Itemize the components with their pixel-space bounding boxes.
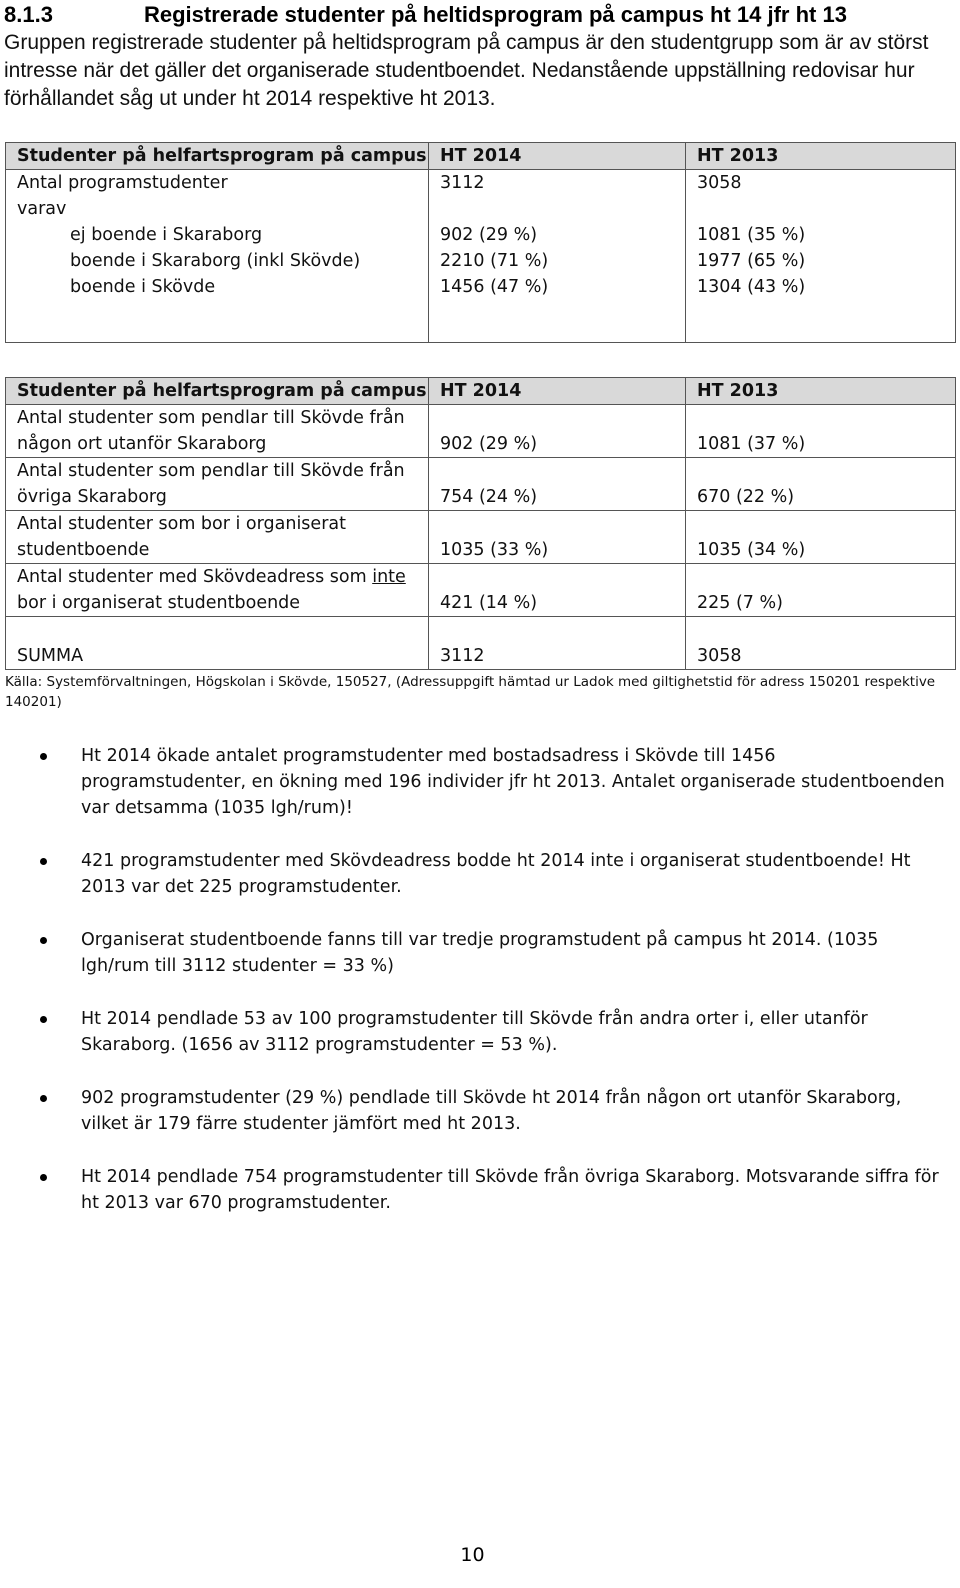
table-cell: 754 (24 %) bbox=[429, 458, 686, 511]
row-label: Antal studenter som pendlar till Skövde från någon ort utanför Skaraborg bbox=[6, 405, 429, 458]
table-cell: 1081 (35 %) bbox=[697, 225, 806, 245]
table-cell: 1081 (37 %) bbox=[686, 405, 956, 458]
row-labels-cell bbox=[6, 170, 429, 343]
list-item bbox=[0, 848, 945, 900]
row-label-pre: Antal studenter med Skövdeadress som bbox=[17, 567, 367, 587]
list-item-text: 902 programstudenter (29 %) pendlade till Skövde ht 2014 från någon ort utanför Skaraborg, vilket är 179 färre studenter jämfört med ht 2013. bbox=[81, 1088, 902, 1134]
table-cell: 2210 (71 %) bbox=[440, 251, 549, 271]
table-cell: 902 (29 %) bbox=[440, 225, 538, 245]
table-cell: 1304 (43 %) bbox=[697, 277, 806, 297]
table-cell: 3112 bbox=[429, 617, 686, 670]
table-row bbox=[6, 564, 956, 617]
table-cell: 225 (7 %) bbox=[686, 564, 956, 617]
list-item-text: Ht 2014 ökade antalet programstudenter med bostadsadress i Skövde till 1456 programstudenter, en ökning med 196 individer jfr ht 2013. Antalet organiserade studentboenden var detsamma (1035 lgh/rum)! bbox=[81, 746, 945, 818]
page-number: 10 bbox=[460, 1544, 485, 1566]
table-cell: 3058 bbox=[697, 173, 742, 193]
row-label-post: bor i organiserat studentboende bbox=[17, 593, 301, 613]
bullet-icon bbox=[40, 937, 47, 944]
list-item bbox=[0, 1085, 945, 1137]
table-row bbox=[6, 405, 956, 458]
sum-label: SUMMA bbox=[6, 617, 429, 670]
list-item bbox=[0, 927, 945, 979]
list-item bbox=[0, 1164, 945, 1216]
table-cell: 1035 (33 %) bbox=[429, 511, 686, 564]
bullet-icon bbox=[40, 1174, 47, 1181]
row-label: boende i Skövde bbox=[70, 277, 216, 297]
column-header: HT 2014 bbox=[429, 378, 686, 405]
table-cell: 3058 bbox=[686, 617, 956, 670]
bullet-list bbox=[0, 743, 945, 1243]
row-label: varav bbox=[17, 199, 67, 219]
intro-paragraph: Gruppen registrerade studenter på heltidsprogram på campus är den studentgrupp som är av störst intresse när det gäller det organiserade studentboendet. Nedanstående uppställning redovisar hur förhållandet såg ut under ht 2014 respektive ht 2013. bbox=[4, 31, 929, 110]
column-header: HT 2013 bbox=[686, 143, 956, 170]
table-cell: 902 (29 %) bbox=[429, 405, 686, 458]
source-note: Källa: Systemförvaltningen, Högskolan i Skövde, 150527, (Adressuppgift hämtad ur Ladok med giltighetstid för adress 150201 respektive 140201) bbox=[5, 674, 936, 710]
row-label-underlined: inte bbox=[372, 567, 406, 587]
list-item bbox=[0, 1006, 945, 1058]
list-item bbox=[0, 743, 945, 821]
table-cell: 670 (22 %) bbox=[686, 458, 956, 511]
row-label: Antal studenter som bor i organiserat studentboende bbox=[6, 511, 429, 564]
list-item-text: 421 programstudenter med Skövdeadress bodde ht 2014 inte i organiserat studentboende! Ht 2013 var det 225 programstudenter. bbox=[81, 851, 911, 897]
table-row bbox=[6, 511, 956, 564]
table-cell: 3112 bbox=[440, 173, 485, 193]
ht2014-cell bbox=[429, 170, 686, 343]
row-label: boende i Skaraborg (inkl Skövde) bbox=[70, 251, 361, 271]
table-cell: 1035 (34 %) bbox=[686, 511, 956, 564]
ht2013-cell bbox=[686, 170, 956, 343]
list-item-text: Organiserat studentboende fanns till var tredje programstudent på campus ht 2014. (1035 lgh/rum till 3112 studenter = 33 %) bbox=[81, 930, 879, 976]
column-header: HT 2013 bbox=[686, 378, 956, 405]
bullet-icon bbox=[40, 1016, 47, 1023]
table-header-row bbox=[6, 143, 956, 170]
table-row bbox=[6, 170, 956, 343]
bullet-icon bbox=[40, 1095, 47, 1102]
column-header: HT 2014 bbox=[429, 143, 686, 170]
row-label bbox=[6, 564, 429, 617]
sum-row bbox=[6, 617, 956, 670]
list-item-text: Ht 2014 pendlade 53 av 100 programstudenter till Skövde från andra orter i, eller utanför Skaraborg. (1656 av 3112 programstudenter = 53 %). bbox=[81, 1009, 868, 1055]
column-header: Studenter på helfartsprogram på campus bbox=[6, 143, 429, 170]
students-commute-table bbox=[5, 377, 956, 670]
bullet-icon bbox=[40, 858, 47, 865]
section-title: Registrerade studenter på heltidsprogram på campus ht 14 jfr ht 13 bbox=[144, 2, 847, 27]
list-item-text: Ht 2014 pendlade 754 programstudenter till Skövde från övriga Skaraborg. Motsvarande siffra för ht 2013 var 670 programstudenter. bbox=[81, 1167, 939, 1213]
section-number: 8.1.3 bbox=[4, 2, 53, 27]
row-label: Antal studenter som pendlar till Skövde från övriga Skaraborg bbox=[6, 458, 429, 511]
table-row bbox=[6, 458, 956, 511]
bullet-icon bbox=[40, 753, 47, 760]
section-heading bbox=[4, 2, 954, 28]
table-cell: 421 (14 %) bbox=[429, 564, 686, 617]
table-cell: 1977 (65 %) bbox=[697, 251, 806, 271]
table-cell: 1456 (47 %) bbox=[440, 277, 549, 297]
table-header-row bbox=[6, 378, 956, 405]
students-residence-table bbox=[5, 142, 956, 343]
row-label: Antal programstudenter bbox=[17, 173, 228, 193]
row-label: ej boende i Skaraborg bbox=[70, 225, 263, 245]
column-header: Studenter på helfartsprogram på campus bbox=[6, 378, 429, 405]
